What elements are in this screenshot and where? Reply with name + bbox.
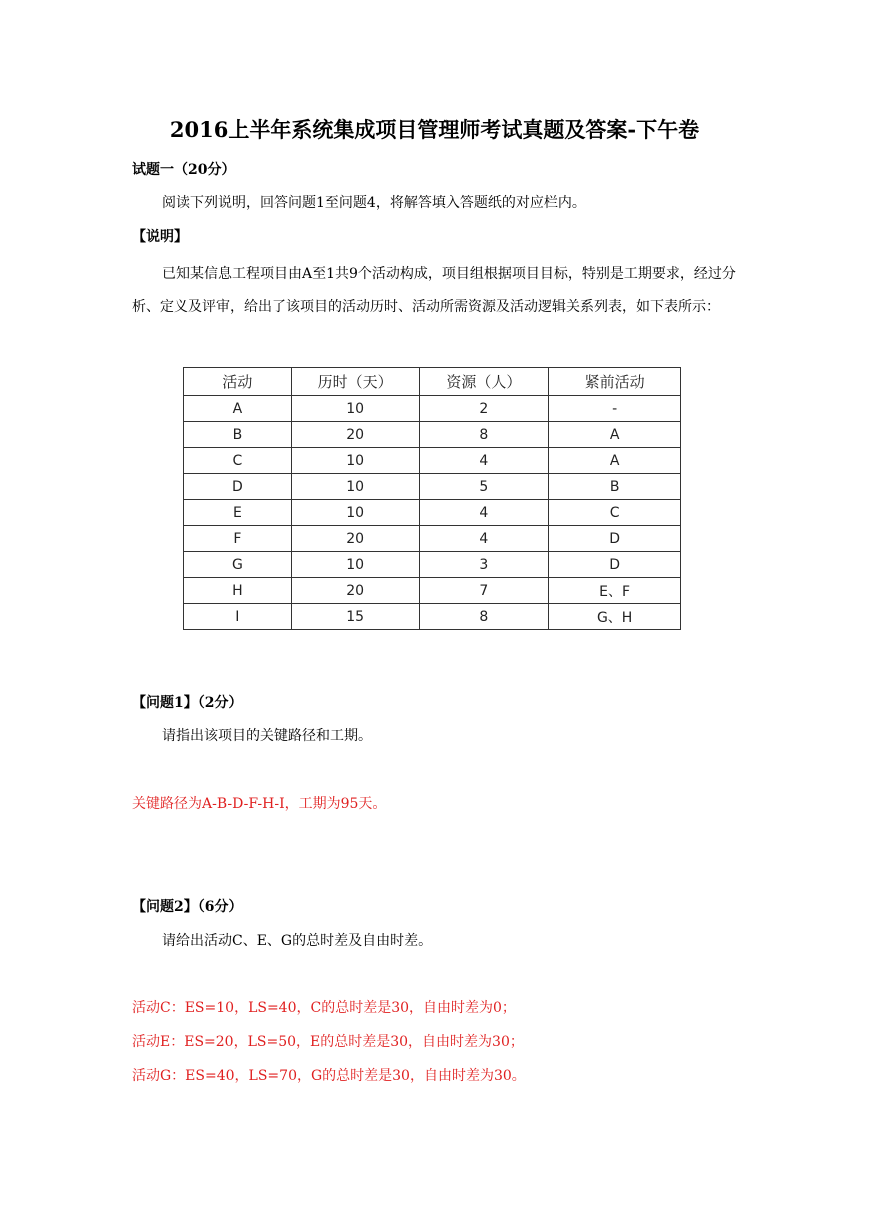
cell-duration: 20 [291, 526, 419, 552]
question2-answer-c: 活动C：ES=10，LS=40，C的总时差是30，自由时差为0； [132, 1000, 516, 1016]
cell-duration: 10 [291, 500, 419, 526]
cell-resource: 7 [419, 578, 549, 604]
cell-duration: 10 [291, 396, 419, 422]
cell-activity: B [184, 422, 292, 448]
header-resource: 资源（人） [419, 368, 549, 396]
cell-activity: H [184, 578, 292, 604]
header-predecessor: 紧前活动 [549, 368, 681, 396]
table-row [184, 448, 681, 474]
cell-activity: D [184, 474, 292, 500]
description-paragraph [132, 258, 738, 324]
section-heading: 试题一（20分） [132, 162, 236, 178]
cell-activity: F [184, 526, 292, 552]
cell-predecessor: D [549, 552, 681, 578]
description-label: 【说明】 [132, 229, 188, 245]
header-duration: 历时（天） [291, 368, 419, 396]
cell-resource: 2 [419, 396, 549, 422]
cell-duration: 10 [291, 552, 419, 578]
cell-resource: 8 [419, 422, 549, 448]
table-row [184, 552, 681, 578]
question2-answer-e: 活动E：ES=20，LS=50，E的总时差是30，自由时差为30； [132, 1034, 524, 1050]
header-activity: 活动 [184, 368, 292, 396]
question1-answer: 关键路径为A-B-D-F-H-I，工期为95天。 [132, 796, 387, 812]
table-header-row [184, 368, 681, 396]
cell-resource: 8 [419, 604, 549, 630]
page-title: 2016上半年系统集成项目管理师考试真题及答案-下午卷 [169, 117, 700, 142]
cell-activity: A [184, 396, 292, 422]
cell-predecessor: - [549, 396, 681, 422]
question1-label: 【问题1】（2分） [132, 695, 243, 711]
cell-resource: 4 [419, 448, 549, 474]
cell-duration: 20 [291, 578, 419, 604]
cell-predecessor: A [549, 422, 681, 448]
question1-text: 请指出该项目的关键路径和工期。 [162, 728, 372, 744]
table-row [184, 474, 681, 500]
cell-predecessor: A [549, 448, 681, 474]
cell-activity: I [184, 604, 292, 630]
cell-resource: 4 [419, 526, 549, 552]
description-text: 已知某信息工程项目由A至1共9个活动构成，项目组根据项目目标，特别是工期要求，经过分析、定义及评审，给出了该项目的活动历时、活动所需资源及活动逻辑关系列表，如下表所示： [132, 266, 736, 315]
table-row [184, 578, 681, 604]
cell-resource: 5 [419, 474, 549, 500]
activity-table-container [183, 367, 681, 630]
table-row [184, 396, 681, 422]
cell-duration: 10 [291, 448, 419, 474]
activity-table [183, 367, 681, 630]
cell-predecessor: D [549, 526, 681, 552]
question2-answer-g: 活动G：ES=40，LS=70，G的总时差是30，自由时差为30。 [132, 1068, 526, 1084]
cell-duration: 15 [291, 604, 419, 630]
instruction-text: 阅读下列说明，回答问题1至问题4，将解答填入答题纸的对应栏内。 [162, 195, 586, 211]
question2-text: 请给出活动C、E、G的总时差及自由时差。 [162, 933, 433, 949]
cell-activity: G [184, 552, 292, 578]
table-body [184, 396, 681, 630]
table-row [184, 422, 681, 448]
table-row [184, 500, 681, 526]
cell-activity: C [184, 448, 292, 474]
cell-duration: 20 [291, 422, 419, 448]
cell-predecessor: B [549, 474, 681, 500]
cell-resource: 4 [419, 500, 549, 526]
cell-duration: 10 [291, 474, 419, 500]
question2-label: 【问题2】（6分） [132, 899, 243, 915]
cell-resource: 3 [419, 552, 549, 578]
cell-predecessor: E、F [549, 578, 681, 604]
cell-predecessor: G、H [549, 604, 681, 630]
cell-activity: E [184, 500, 292, 526]
table-row [184, 604, 681, 630]
table-row [184, 526, 681, 552]
cell-predecessor: C [549, 500, 681, 526]
